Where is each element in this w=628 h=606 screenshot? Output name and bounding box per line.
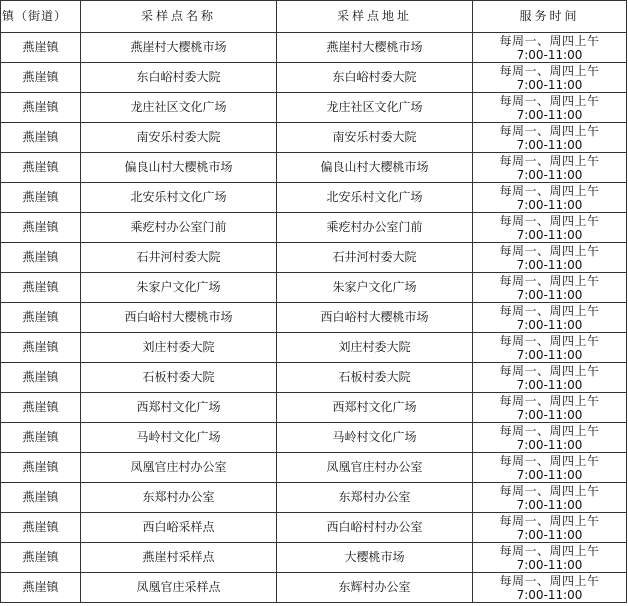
- cell-site-name: 东白峪村委大院: [81, 63, 277, 93]
- cell-service-hours: [473, 243, 627, 273]
- hours-time: 7:00-11:00: [516, 527, 583, 542]
- hours-days: 每周一、周四上午: [499, 453, 600, 468]
- cell-site-name: 燕崖村采样点: [81, 543, 277, 573]
- cell-site-address: 西白峪村大樱桃市场: [277, 303, 473, 333]
- cell-site-name: 北安乐村文化广场: [81, 183, 277, 213]
- cell-site-address: 乘疙村办公室门前: [277, 213, 473, 243]
- cell-town: 燕崖镇: [1, 243, 81, 273]
- cell-service-hours: [473, 513, 627, 543]
- hours-days: 每周一、周四上午: [499, 33, 600, 48]
- cell-site-name: 西郑村文化广场: [81, 393, 277, 423]
- hours-time: 7:00-11:00: [516, 317, 583, 332]
- cell-service-hours: [473, 303, 627, 333]
- cell-site-address: 刘庄村委大院: [277, 333, 473, 363]
- hours-days: 每周一、周四上午: [499, 573, 600, 588]
- header-service-hours: 服务时间: [473, 1, 627, 33]
- hours-time: 7:00-11:00: [516, 227, 583, 242]
- header-town: 镇（街道）: [1, 1, 81, 33]
- cell-site-address: 北安乐村文化广场: [277, 183, 473, 213]
- hours-time: 7:00-11:00: [516, 77, 583, 92]
- cell-town: 燕崖镇: [1, 573, 81, 603]
- hours-days: 每周一、周四上午: [499, 543, 600, 558]
- cell-site-name: 刘庄村委大院: [81, 333, 277, 363]
- hours-time: 7:00-11:00: [516, 557, 583, 572]
- hours-days: 每周一、周四上午: [499, 243, 600, 258]
- table-row: [1, 33, 627, 63]
- hours-days: 每周一、周四上午: [499, 213, 600, 228]
- cell-town: 燕崖镇: [1, 303, 81, 333]
- table-row: [1, 423, 627, 453]
- cell-site-name: 石板村委大院: [81, 363, 277, 393]
- hours-time: 7:00-11:00: [516, 47, 583, 62]
- cell-service-hours: [473, 213, 627, 243]
- cell-service-hours: [473, 333, 627, 363]
- hours-time: 7:00-11:00: [516, 437, 583, 452]
- hours-time: 7:00-11:00: [516, 107, 583, 122]
- cell-site-address: 燕崖村大樱桃市场: [277, 33, 473, 63]
- hours-days: 每周一、周四上午: [499, 303, 600, 318]
- table-row: [1, 363, 627, 393]
- cell-town: 燕崖镇: [1, 273, 81, 303]
- cell-site-address: 偏良山村大樱桃市场: [277, 153, 473, 183]
- cell-town: 燕崖镇: [1, 333, 81, 363]
- hours-time: 7:00-11:00: [516, 347, 583, 362]
- hours-days: 每周一、周四上午: [499, 183, 600, 198]
- header-row: [1, 1, 627, 33]
- cell-town: 燕崖镇: [1, 543, 81, 573]
- table-row: [1, 93, 627, 123]
- cell-site-address: 西郑村文化广场: [277, 393, 473, 423]
- cell-town: 燕崖镇: [1, 393, 81, 423]
- cell-site-address: 石板村委大院: [277, 363, 473, 393]
- cell-service-hours: [473, 183, 627, 213]
- table-row: [1, 213, 627, 243]
- hours-time: 7:00-11:00: [516, 167, 583, 182]
- cell-site-name: 西白峪采样点: [81, 513, 277, 543]
- table-row: [1, 393, 627, 423]
- hours-time: 7:00-11:00: [516, 197, 583, 212]
- cell-town: 燕崖镇: [1, 93, 81, 123]
- cell-town: 燕崖镇: [1, 183, 81, 213]
- table-row: [1, 273, 627, 303]
- cell-town: 燕崖镇: [1, 483, 81, 513]
- cell-service-hours: [473, 393, 627, 423]
- cell-site-address: 凤凰官庄村办公室: [277, 453, 473, 483]
- hours-time: 7:00-11:00: [516, 587, 583, 602]
- cell-town: 燕崖镇: [1, 453, 81, 483]
- cell-site-name: 朱家户文化广场: [81, 273, 277, 303]
- cell-site-address: 石井河村委大院: [277, 243, 473, 273]
- table-row: [1, 303, 627, 333]
- cell-service-hours: [473, 153, 627, 183]
- cell-site-address: 西白峪村村办公室: [277, 513, 473, 543]
- cell-site-address: 朱家户文化广场: [277, 273, 473, 303]
- cell-site-address: 大樱桃市场: [277, 543, 473, 573]
- cell-site-name: 乘疙村办公室门前: [81, 213, 277, 243]
- cell-town: 燕崖镇: [1, 423, 81, 453]
- cell-town: 燕崖镇: [1, 33, 81, 63]
- hours-time: 7:00-11:00: [516, 287, 583, 302]
- cell-site-name: 西白峪村大樱桃市场: [81, 303, 277, 333]
- cell-site-address: 东郑村办公室: [277, 483, 473, 513]
- cell-site-name: 偏良山村大樱桃市场: [81, 153, 277, 183]
- cell-town: 燕崖镇: [1, 513, 81, 543]
- cell-service-hours: [473, 363, 627, 393]
- hours-days: 每周一、周四上午: [499, 363, 600, 378]
- table-row: [1, 243, 627, 273]
- cell-site-name: 凤凰官庄采样点: [81, 573, 277, 603]
- hours-time: 7:00-11:00: [516, 137, 583, 152]
- cell-service-hours: [473, 483, 627, 513]
- header-site-name: 采样点名称: [81, 1, 277, 33]
- cell-town: 燕崖镇: [1, 123, 81, 153]
- cell-site-address: 东白峪村委大院: [277, 63, 473, 93]
- cell-service-hours: [473, 273, 627, 303]
- cell-site-name: 龙庄社区文化广场: [81, 93, 277, 123]
- cell-service-hours: [473, 63, 627, 93]
- cell-service-hours: [473, 123, 627, 153]
- cell-service-hours: [473, 573, 627, 603]
- cell-site-name: 石井河村委大院: [81, 243, 277, 273]
- cell-site-address: 南安乐村委大院: [277, 123, 473, 153]
- cell-town: 燕崖镇: [1, 63, 81, 93]
- cell-service-hours: [473, 33, 627, 63]
- hours-days: 每周一、周四上午: [499, 93, 600, 108]
- hours-days: 每周一、周四上午: [499, 63, 600, 78]
- table-row: [1, 453, 627, 483]
- cell-site-name: 燕崖村大樱桃市场: [81, 33, 277, 63]
- cell-town: 燕崖镇: [1, 363, 81, 393]
- table-row: [1, 183, 627, 213]
- table-row: [1, 153, 627, 183]
- cell-service-hours: [473, 423, 627, 453]
- cell-site-name: 南安乐村委大院: [81, 123, 277, 153]
- hours-days: 每周一、周四上午: [499, 273, 600, 288]
- hours-days: 每周一、周四上午: [499, 423, 600, 438]
- table-body: [1, 33, 627, 603]
- hours-time: 7:00-11:00: [516, 257, 583, 272]
- cell-service-hours: [473, 93, 627, 123]
- cell-town: 燕崖镇: [1, 213, 81, 243]
- cell-site-address: 龙庄社区文化广场: [277, 93, 473, 123]
- cell-town: 燕崖镇: [1, 153, 81, 183]
- cell-service-hours: [473, 453, 627, 483]
- hours-days: 每周一、周四上午: [499, 333, 600, 348]
- hours-days: 每周一、周四上午: [499, 123, 600, 138]
- hours-days: 每周一、周四上午: [499, 393, 600, 408]
- cell-site-address: 东辉村办公室: [277, 573, 473, 603]
- hours-time: 7:00-11:00: [516, 497, 583, 512]
- table-row: [1, 543, 627, 573]
- hours-time: 7:00-11:00: [516, 467, 583, 482]
- cell-site-name: 凤凰官庄村办公室: [81, 453, 277, 483]
- hours-time: 7:00-11:00: [516, 407, 583, 422]
- table-row: [1, 513, 627, 543]
- hours-days: 每周一、周四上午: [499, 483, 600, 498]
- hours-days: 每周一、周四上午: [499, 513, 600, 528]
- cell-service-hours: [473, 543, 627, 573]
- cell-site-address: 马岭村文化广场: [277, 423, 473, 453]
- table-row: [1, 63, 627, 93]
- hours-time: 7:00-11:00: [516, 377, 583, 392]
- table-row: [1, 123, 627, 153]
- cell-site-name: 马岭村文化广场: [81, 423, 277, 453]
- cell-site-name: 东郑村办公室: [81, 483, 277, 513]
- hours-days: 每周一、周四上午: [499, 153, 600, 168]
- header-site-address: 采样点地址: [277, 1, 473, 33]
- table-row: [1, 573, 627, 603]
- table-row: [1, 483, 627, 513]
- table-row: [1, 333, 627, 363]
